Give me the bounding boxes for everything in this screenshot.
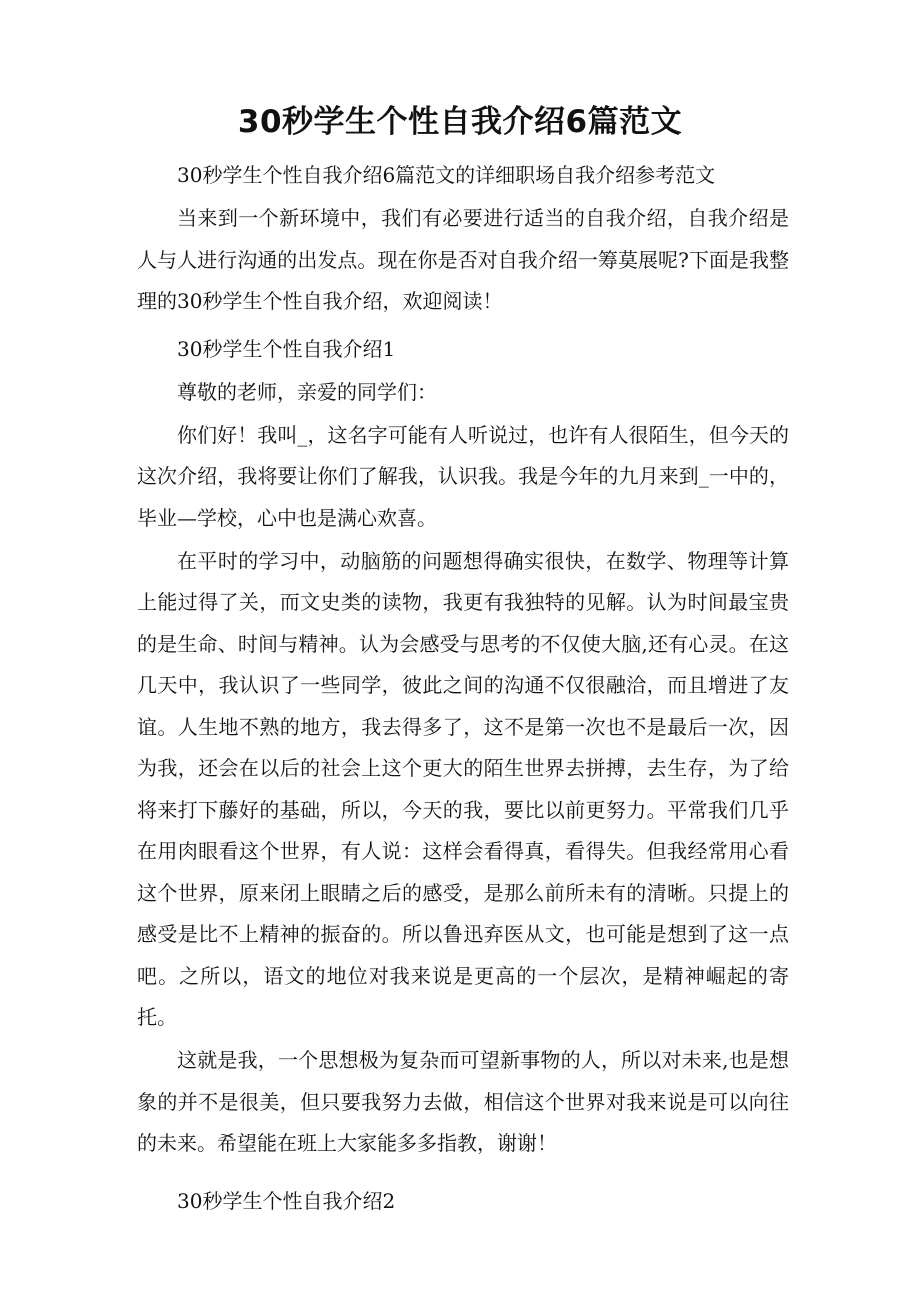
greeting-paragraph: 尊敬的老师，亲爱的同学们：	[177, 379, 437, 404]
document-subtitle: 30秒学生个性自我介绍6篇范文的详细职场自我介绍参考范文	[177, 163, 716, 187]
body-paragraph-3: 这就是我，一个思想极为复杂而可望新事物的人，所以对未来,也是想象的并不是很美，但只要我努力去做，相信这个世界对我来说是可以向往的未来。希望能在班上大家能多多指教，谢谢！	[137, 1048, 789, 1155]
document-title: 30秒学生个性自我介绍6篇范文	[237, 104, 683, 140]
section-heading-1: 30秒学生个性自我介绍1	[177, 336, 396, 361]
section-heading-2: 30秒学生个性自我介绍2	[177, 1188, 396, 1213]
document-body	[137, 155, 789, 1222]
body-paragraph-2: 在平时的学习中，动脑筋的问题想得确实很快，在数学、物理等计算上能过得了关，而文史类的读物，我更有我独特的见解。认为时间最宝贵的是生命、时间与精神。认为会感受与思考的不仅使大脑,还有心灵。在这几天中，我认识了一些同学，彼此之间的沟通不仅很融洽，而且增进了友谊。人生地不熟的地方，我去得多了，这不是第一次也不是最后一次，因为我，还会在以后的社会上这个更大的陌生世界去拼搏，去生存，为了给将来打下藤好的基础，所以，今天的我，要比以前更努力。平常我们几乎在用肉眼看这个世界，有人说：这样会看得真，看得失。但我经常用心看这个世界，原来闭上眼睛之后的感受，是那么前所未有的清晰。只提上的感受是比不上精神的振奋的。所以鲁迅弃医从文，也可能是想到了这一点吧。之所以，语文的地位对我来说是更高的一个层次，是精神崛起的寄托。	[137, 548, 789, 1029]
intro-paragraph: 当来到一个新环境中，我们有必要进行适当的自我介绍，自我介绍是人与人进行沟通的出发点。现在你是否对自我介绍一筹莫展呢?下面是我整理的30秒学生个性自我介绍，欢迎阅读！	[137, 206, 789, 313]
body-paragraph-1: 你们好！我叫_，这名字可能有人听说过，也许有人很陌生，但今天的这次介绍，我将要让你们了解我，认识我。我是今年的九月来到_一中的，毕业—学校，心中也是满心欢喜。	[137, 422, 789, 530]
